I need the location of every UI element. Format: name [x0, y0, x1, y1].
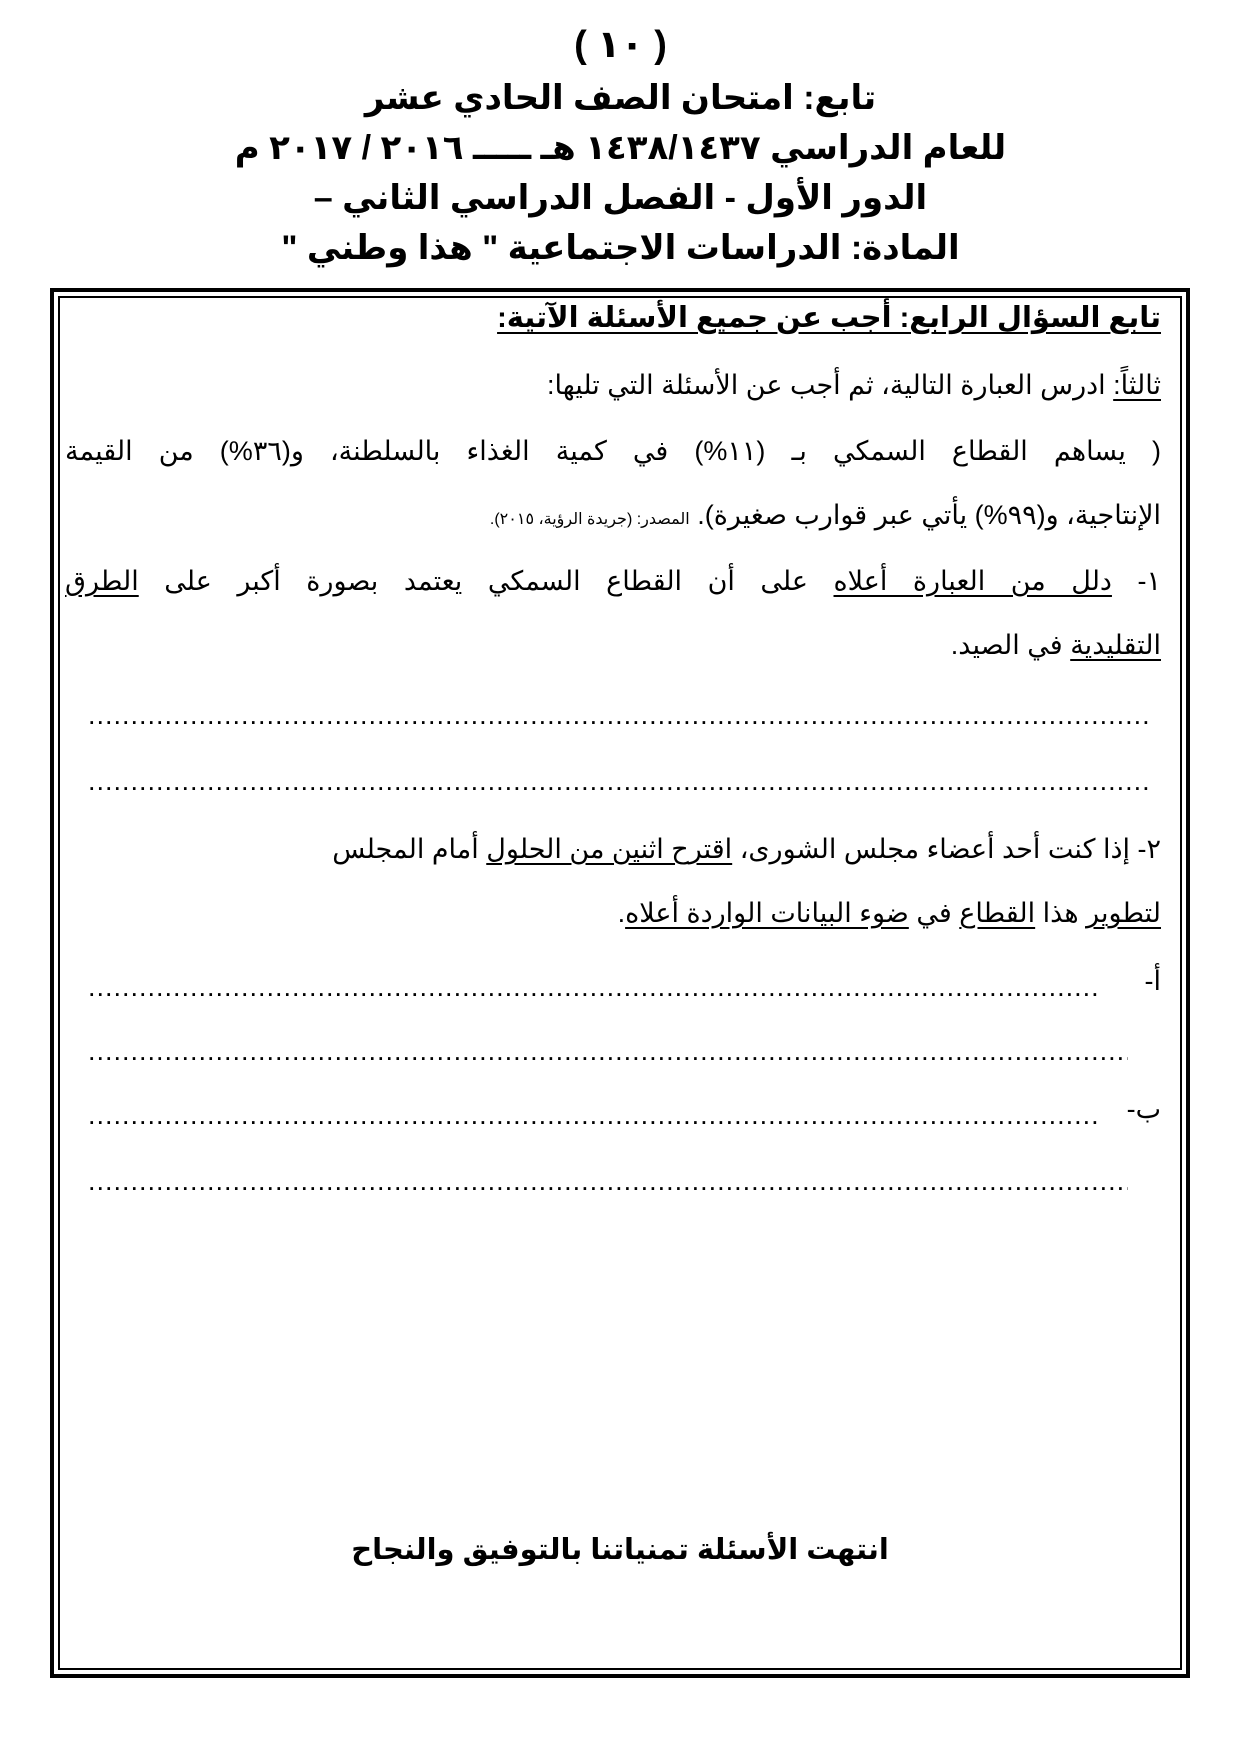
- answer-a-label: أ-: [1144, 966, 1161, 996]
- source-note: المصدر: (جريدة الرؤية، ٢٠١٥).: [489, 511, 690, 528]
- question-2-text-end: أمام المجلس: [332, 834, 479, 864]
- answer-line[interactable]: [88, 766, 1148, 796]
- answer-line[interactable]: [88, 1166, 1128, 1196]
- question-2-line-2: [618, 898, 1161, 929]
- question-2-key-phrase-2: ضوء البيانات الواردة أعلاه: [625, 898, 909, 928]
- question-1-key-word-2: التقليدية: [1070, 630, 1161, 660]
- closing-message: انتهت الأسئلة تمنياتنا بالتوفيق والنجاح: [351, 1534, 889, 1566]
- answer-line[interactable]: [88, 1100, 1098, 1130]
- question-2-number: ٢-: [1137, 834, 1161, 864]
- part-instruction-text: ادرس العبارة التالية، ثم أجب عن الأسئلة التي تليها:: [547, 370, 1106, 400]
- part-instruction: [547, 370, 1161, 401]
- question-1-text: على أن القطاع السمكي يعتمد بصورة أكبر على: [164, 566, 808, 596]
- exam-title: تابع: امتحان الصف الحادي عشر: [364, 79, 877, 117]
- academic-year: للعام الدراسي ١٤٣٨/١٤٣٧ هـ ـــــ ٢٠١٦ / ٢٠١٧ م: [234, 129, 1007, 167]
- passage-line-2-text: الإنتاجية، و(٩٩%) يأتي عبر قوارب صغيرة).: [697, 500, 1161, 530]
- question-1-key-word: الطرق: [65, 566, 139, 596]
- question-2-line-1: [332, 834, 1161, 865]
- passage-line-2: [490, 500, 1161, 531]
- subject-line: المادة: الدراسات الاجتماعية " هذا وطني ": [281, 229, 960, 267]
- answer-line[interactable]: [88, 1036, 1128, 1066]
- question-1-key-phrase: دلل من العبارة أعلاه: [833, 566, 1112, 596]
- passage-line-1: ( يساهم القطاع السمكي بـ (١١%) في كمية الغذاء بالسلطنة، و(٣٦%) من القيمة: [65, 436, 1161, 466]
- answer-line[interactable]: [88, 700, 1148, 730]
- question-2-key-phrase: اقترح اثنين من الحلول: [486, 834, 733, 864]
- question-2-text-3: في: [916, 898, 952, 928]
- question-2-text: إذا كنت أحد أعضاء مجلس الشورى،: [739, 834, 1130, 864]
- question-1-text-end: في الصيد.: [950, 630, 1063, 660]
- answer-line[interactable]: [88, 972, 1098, 1002]
- answer-b-label: ب-: [1126, 1094, 1161, 1124]
- part-label: ثالثاً:: [1113, 370, 1161, 400]
- question-2-period: .: [617, 898, 626, 928]
- exam-session: الدور الأول - الفصل الدراسي الثاني –: [313, 179, 928, 217]
- page-number: ( ١٠ ): [574, 24, 667, 66]
- question-2-text-2: هذا: [1042, 898, 1079, 928]
- question-1-line-1: [65, 566, 1161, 597]
- question-1-line-2: [951, 630, 1161, 661]
- question-2-key-word: لتطوير: [1086, 898, 1161, 928]
- question-1-number: ١-: [1137, 566, 1161, 596]
- question-2-key-word-2: القطاع: [959, 898, 1036, 928]
- section-heading: تابع السؤال الرابع: أجب عن جميع الأسئلة الآتية:: [497, 302, 1161, 334]
